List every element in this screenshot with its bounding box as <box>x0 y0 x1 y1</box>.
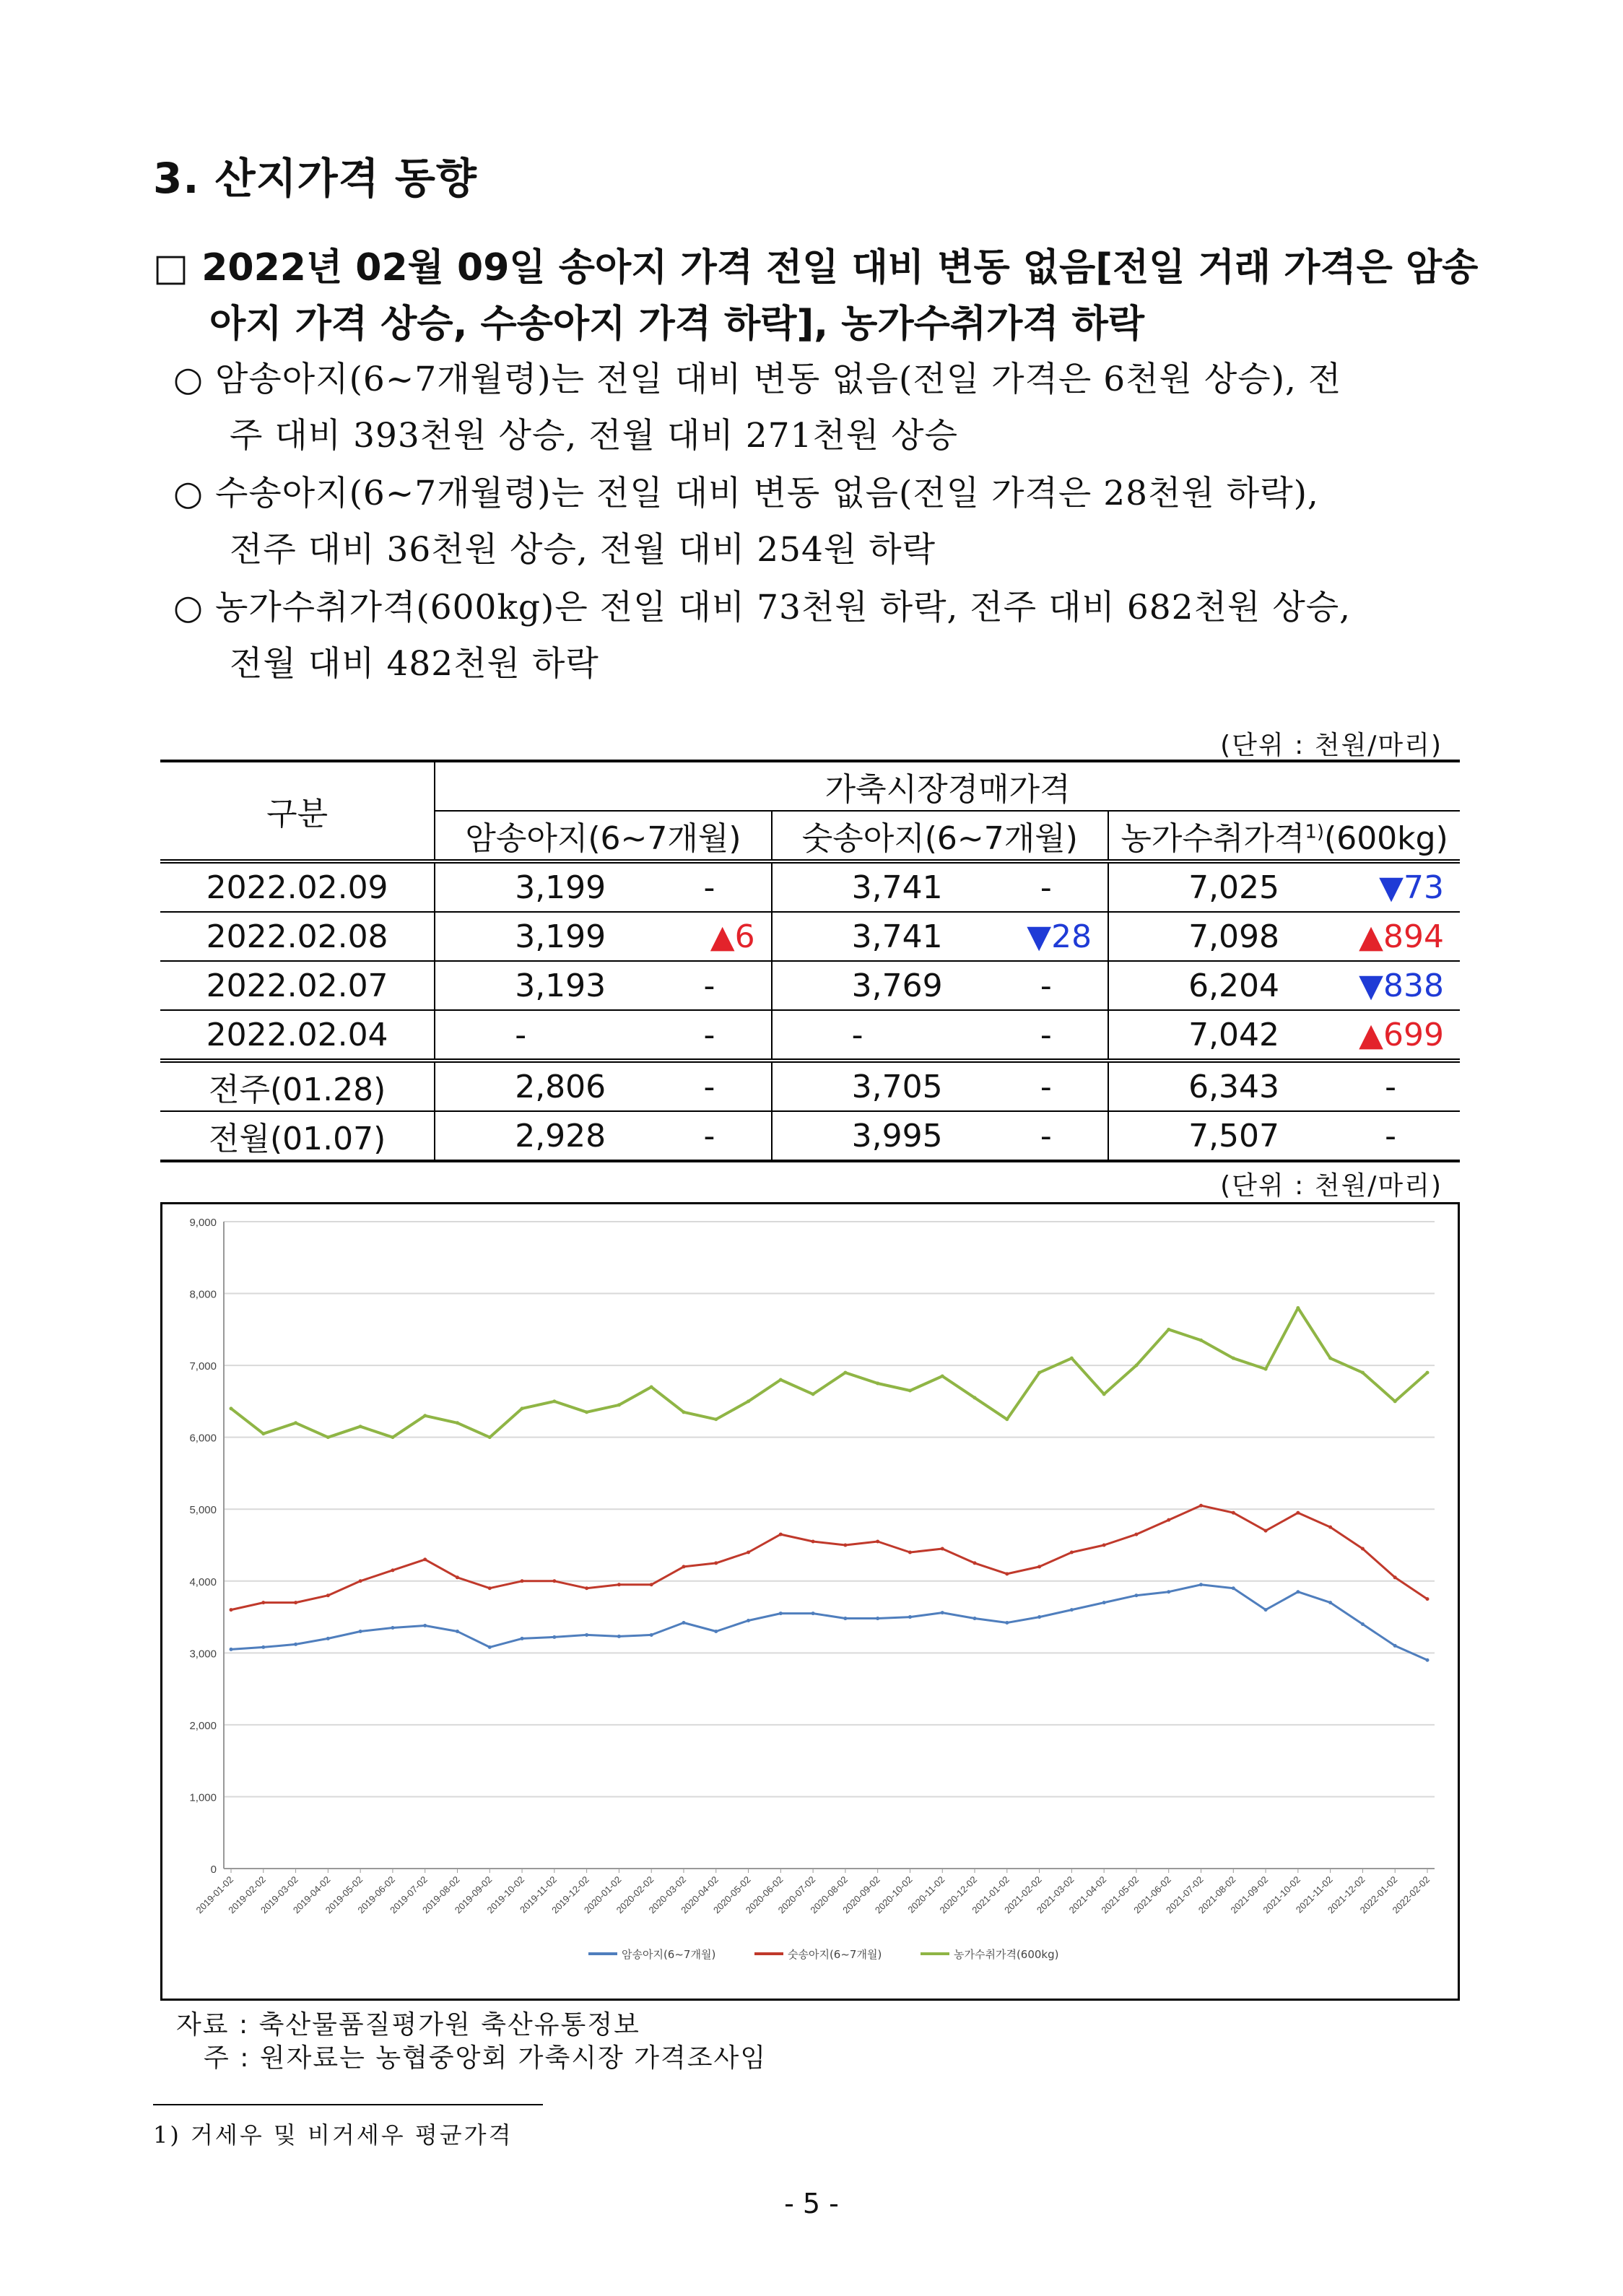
data-point <box>1232 1586 1235 1590</box>
farm-change: - <box>1337 1111 1460 1161</box>
x-tick-label: 2019-10-02 <box>484 1874 527 1916</box>
female-change: - <box>663 861 771 912</box>
data-point <box>617 1403 621 1406</box>
farm-change: ▼73 <box>1337 861 1460 912</box>
data-point <box>650 1633 653 1637</box>
x-tick-label: 2020-06-02 <box>743 1874 786 1916</box>
female-price: 3,199 <box>435 861 663 912</box>
data-point <box>650 1583 653 1586</box>
table-unit: (단위 : 천원/마리) <box>1220 731 1443 760</box>
farm-price: 7,507 <box>1108 1111 1337 1161</box>
page-title: 3. 산지가격 동향 <box>153 154 477 203</box>
data-point <box>456 1630 459 1633</box>
data-point <box>423 1414 427 1417</box>
female-change: ▲6 <box>663 912 771 961</box>
data-point <box>1232 1357 1235 1360</box>
data-point <box>261 1601 265 1604</box>
male-price: - <box>772 1010 1001 1061</box>
data-point <box>1134 1364 1138 1367</box>
farm-price: 7,042 <box>1108 1010 1337 1061</box>
x-tick-label: 2021-09-02 <box>1228 1874 1271 1916</box>
header-farm-price <box>1108 811 1460 861</box>
farm-price-weight: (600kg) <box>1324 820 1448 857</box>
data-point <box>1199 1339 1203 1342</box>
data-point <box>1264 1367 1268 1371</box>
data-point <box>585 1410 588 1414</box>
data-point <box>876 1382 879 1386</box>
y-tick-label: 8,000 <box>189 1288 217 1301</box>
summary-line-2: 아지 가격 상승, 수송아지 가격 하락], 농가수취가격 하락 <box>209 303 1145 346</box>
detail-2-line-1 <box>173 466 1319 515</box>
x-tick-label: 2020-12-02 <box>937 1874 980 1916</box>
legend-label: 농가수취가격(600kg) <box>954 1948 1059 1961</box>
data-point <box>1328 1601 1332 1604</box>
row-label: 2022.02.04 <box>160 1010 435 1061</box>
table-row <box>160 1111 1460 1161</box>
price-chart <box>160 1202 1460 2001</box>
data-point <box>682 1621 685 1625</box>
x-tick-label: 2019-03-02 <box>258 1874 300 1916</box>
data-point <box>1393 1399 1397 1403</box>
data-point <box>391 1626 394 1630</box>
data-point <box>456 1575 459 1579</box>
x-tick-label: 2019-08-02 <box>419 1874 462 1916</box>
data-point <box>359 1425 362 1428</box>
data-point <box>973 1396 977 1399</box>
page-number: - 5 - <box>784 2188 839 2219</box>
table-row <box>160 961 1460 1010</box>
data-point <box>1361 1371 1365 1375</box>
data-point <box>1393 1575 1397 1579</box>
y-tick-label: 9,000 <box>189 1217 217 1229</box>
y-tick-label: 5,000 <box>189 1504 217 1517</box>
data-point <box>908 1615 912 1619</box>
x-tick-label: 2020-07-02 <box>775 1874 818 1916</box>
data-point <box>521 1406 524 1410</box>
data-point <box>714 1630 718 1633</box>
male-price: 3,741 <box>772 861 1001 912</box>
data-point <box>973 1561 977 1565</box>
circle-bullet: ○ <box>173 360 204 399</box>
data-point <box>1296 1511 1300 1515</box>
x-tick-label: 2020-03-02 <box>646 1874 689 1916</box>
data-point <box>1102 1601 1106 1604</box>
x-tick-label: 2020-11-02 <box>905 1874 947 1915</box>
x-tick-label: 2022-01-02 <box>1357 1874 1400 1916</box>
data-point <box>812 1612 815 1615</box>
male-price: 3,705 <box>772 1061 1001 1111</box>
data-point <box>1264 1529 1268 1533</box>
y-tick-label: 3,000 <box>189 1648 217 1661</box>
detail-3-line-1 <box>173 580 1351 629</box>
farm-price: 6,204 <box>1108 961 1337 1010</box>
data-point <box>1102 1392 1106 1396</box>
male-price: 3,995 <box>772 1111 1001 1161</box>
data-point <box>1070 1608 1074 1612</box>
data-point <box>488 1645 492 1649</box>
farm-change: ▲894 <box>1337 912 1460 961</box>
data-point <box>617 1583 621 1586</box>
data-point <box>682 1565 685 1568</box>
price-chart-svg <box>162 1204 1458 1999</box>
data-point <box>714 1561 718 1565</box>
x-tick-label: 2019-12-02 <box>549 1874 591 1916</box>
data-point <box>1199 1583 1203 1586</box>
farm-price: 6,343 <box>1108 1061 1337 1111</box>
series-line-2 <box>231 1308 1427 1438</box>
data-point <box>1296 1590 1300 1593</box>
x-tick-label: 2021-10-02 <box>1261 1874 1302 1916</box>
x-tick-label: 2020-10-02 <box>872 1874 915 1916</box>
summary-line-1 <box>153 237 1478 291</box>
detail-1-line-1 <box>173 352 1341 401</box>
data-point <box>779 1378 783 1382</box>
x-tick-label: 2020-02-02 <box>614 1874 656 1916</box>
data-point <box>585 1586 588 1590</box>
data-point <box>843 1544 847 1547</box>
x-tick-label: 2020-01-02 <box>581 1874 624 1916</box>
data-point <box>521 1579 524 1583</box>
detail-2-line-2: 전주 대비 36천원 상승, 전월 대비 254원 하락 <box>230 530 936 570</box>
data-point <box>423 1557 427 1561</box>
farm-change: ▲699 <box>1337 1010 1460 1061</box>
data-point <box>1005 1572 1009 1575</box>
y-tick-label: 4,000 <box>189 1575 217 1588</box>
female-change: - <box>663 1061 771 1111</box>
detail-3-line-2: 전월 대비 482천원 하락 <box>230 644 599 684</box>
data-point <box>1328 1526 1332 1529</box>
female-price: - <box>435 1010 663 1061</box>
series-line-1 <box>231 1505 1427 1609</box>
circle-bullet: ○ <box>173 588 204 627</box>
data-point <box>1264 1608 1268 1612</box>
data-point <box>1070 1550 1074 1554</box>
legend-label: 암송아지(6~7개월) <box>622 1948 716 1961</box>
data-point <box>747 1619 750 1622</box>
x-tick-label: 2021-07-02 <box>1164 1874 1206 1916</box>
x-tick-label: 2020-04-02 <box>679 1874 721 1916</box>
male-price: 3,769 <box>772 961 1001 1010</box>
data-point <box>973 1617 977 1620</box>
y-tick-label: 1,000 <box>189 1791 217 1804</box>
detail-1-line-2: 주 대비 393천원 상승, 전월 대비 271천원 상승 <box>230 416 958 456</box>
data-point <box>230 1608 233 1612</box>
farm-change: - <box>1337 1061 1460 1111</box>
male-change: - <box>1001 1111 1108 1161</box>
data-point <box>747 1399 750 1403</box>
source-text: 자료 : 축산물품질평가원 축산유통정보 <box>176 2010 640 2040</box>
data-point <box>1328 1357 1332 1360</box>
data-point <box>747 1550 750 1554</box>
data-point <box>908 1550 912 1554</box>
female-change: - <box>663 961 771 1010</box>
data-point <box>391 1435 394 1439</box>
price-table <box>160 760 1460 1162</box>
table-body <box>160 861 1460 1161</box>
y-tick-label: 7,000 <box>189 1360 217 1373</box>
table-row <box>160 1010 1460 1061</box>
data-point <box>391 1568 394 1572</box>
table-row <box>160 912 1460 961</box>
data-point <box>294 1601 297 1604</box>
row-label: 전월(01.07) <box>160 1111 435 1161</box>
data-point <box>294 1421 297 1425</box>
header-group: 가축시장경매가격 <box>435 761 1460 811</box>
x-tick-label: 2019-07-02 <box>388 1874 430 1916</box>
checkbox-bullet: □ <box>153 246 189 290</box>
data-point <box>326 1435 330 1439</box>
data-point <box>1361 1547 1365 1550</box>
data-point <box>521 1637 524 1640</box>
data-point <box>230 1406 233 1410</box>
data-point <box>908 1388 912 1392</box>
female-price: 3,193 <box>435 961 663 1010</box>
x-tick-label: 2019-11-02 <box>518 1874 559 1915</box>
data-point <box>1037 1615 1041 1619</box>
data-point <box>1037 1565 1041 1568</box>
footnote: 1) 거세우 및 비거세우 평균가격 <box>153 2121 513 2149</box>
data-point <box>1232 1511 1235 1515</box>
x-tick-label: 2020-05-02 <box>711 1874 753 1916</box>
data-point <box>359 1579 362 1583</box>
data-point <box>812 1540 815 1544</box>
data-point <box>294 1643 297 1646</box>
x-tick-label: 2021-02-02 <box>1002 1874 1044 1916</box>
detail-1-text: 암송아지(6~7개월령)는 전일 대비 변동 없음(전일 가격은 6천원 상승), 전 <box>214 360 1342 399</box>
data-point <box>552 1635 556 1639</box>
data-point <box>1037 1371 1041 1375</box>
x-tick-label: 2019-01-02 <box>193 1874 236 1916</box>
x-tick-label: 2020-08-02 <box>808 1874 850 1916</box>
x-tick-label: 2019-02-02 <box>226 1874 268 1916</box>
data-point <box>876 1540 879 1544</box>
data-point <box>682 1410 685 1414</box>
series-line-0 <box>231 1585 1427 1661</box>
detail-2-text: 수송아지(6~7개월령)는 전일 대비 변동 없음(전일 가격은 28천원 하락), <box>214 474 1319 513</box>
data-point <box>359 1630 362 1633</box>
data-point <box>456 1421 459 1425</box>
header-male-calf: 숫송아지(6~7개월) <box>772 811 1108 861</box>
x-tick-label: 2019-09-02 <box>452 1874 495 1916</box>
data-point <box>1102 1544 1106 1547</box>
data-point <box>1005 1621 1009 1625</box>
legend-label: 숫송아지(6~7개월) <box>788 1948 882 1961</box>
data-point <box>326 1637 330 1640</box>
note-text: 주 : 원자료는 농협중앙회 가축시장 가격조사임 <box>204 2043 767 2073</box>
footnote-ref: 1) <box>1305 821 1325 843</box>
y-tick-label: 6,000 <box>189 1432 217 1445</box>
data-point <box>1005 1417 1009 1421</box>
row-label: 2022.02.08 <box>160 912 435 961</box>
x-tick-label: 2021-08-02 <box>1196 1874 1238 1916</box>
y-tick-label: 0 <box>210 1864 217 1876</box>
x-tick-label: 2021-01-02 <box>970 1874 1011 1916</box>
female-price: 2,928 <box>435 1111 663 1161</box>
x-tick-label: 2021-03-02 <box>1034 1874 1076 1916</box>
x-tick-label: 2020-09-02 <box>840 1874 882 1916</box>
male-change: - <box>1001 961 1108 1010</box>
detail-3-text: 농가수취가격(600kg)은 전일 대비 73천원 하락, 전주 대비 682천원 상승, <box>214 588 1352 627</box>
header-female-calf: 암송아지(6~7개월) <box>435 811 771 861</box>
table-row <box>160 861 1460 912</box>
female-price: 3,199 <box>435 912 663 961</box>
x-tick-label: 2021-05-02 <box>1099 1874 1141 1916</box>
data-point <box>876 1617 879 1620</box>
female-change: - <box>663 1111 771 1161</box>
data-point <box>1167 1328 1170 1331</box>
data-point <box>230 1648 233 1651</box>
data-point <box>812 1392 815 1396</box>
male-change: - <box>1001 1061 1108 1111</box>
data-point <box>1361 1622 1365 1626</box>
header-category: 구분 <box>160 761 435 861</box>
data-point <box>1199 1504 1203 1508</box>
male-price: 3,741 <box>772 912 1001 961</box>
data-point <box>1134 1593 1138 1597</box>
data-point <box>552 1399 556 1403</box>
summary-text-1: 2022년 02월 09일 송아지 가격 전일 대비 변동 없음[전일 거래 가격은 암송 <box>201 246 1479 290</box>
row-label: 2022.02.07 <box>160 961 435 1010</box>
farm-change: ▼838 <box>1337 961 1460 1010</box>
data-point <box>1296 1306 1300 1310</box>
footnote-divider <box>153 2104 543 2105</box>
x-tick-label: 2021-12-02 <box>1325 1874 1367 1916</box>
data-point <box>843 1617 847 1620</box>
female-price: 2,806 <box>435 1061 663 1111</box>
data-point <box>779 1533 783 1536</box>
data-point <box>552 1579 556 1583</box>
x-tick-label: 2021-06-02 <box>1131 1874 1173 1916</box>
x-tick-label: 2021-11-02 <box>1293 1874 1335 1915</box>
data-point <box>941 1375 944 1378</box>
data-point <box>714 1417 718 1421</box>
x-tick-label: 2019-06-02 <box>355 1874 398 1916</box>
data-point <box>488 1435 492 1439</box>
x-tick-label: 2022-02-02 <box>1390 1874 1432 1916</box>
male-change: - <box>1001 1010 1108 1061</box>
farm-price: 7,098 <box>1108 912 1337 961</box>
data-point <box>779 1612 783 1615</box>
farm-price-label: 농가수취가격 <box>1121 820 1305 857</box>
data-point <box>650 1385 653 1388</box>
male-change: - <box>1001 861 1108 912</box>
y-tick-label: 2,000 <box>189 1719 217 1732</box>
row-label: 2022.02.09 <box>160 861 435 912</box>
chart-unit: (단위 : 천원/마리) <box>1220 1171 1443 1201</box>
data-point <box>843 1371 847 1375</box>
female-change: - <box>663 1010 771 1061</box>
data-point <box>585 1633 588 1637</box>
data-point <box>1426 1371 1430 1375</box>
farm-price: 7,025 <box>1108 861 1337 912</box>
data-point <box>1426 1658 1430 1662</box>
data-point <box>488 1586 492 1590</box>
data-point <box>1426 1597 1430 1601</box>
x-tick-label: 2019-04-02 <box>290 1874 333 1916</box>
circle-bullet: ○ <box>173 474 204 513</box>
data-point <box>423 1624 427 1627</box>
data-point <box>1070 1357 1074 1360</box>
male-change: ▼28 <box>1001 912 1108 961</box>
data-point <box>941 1611 944 1614</box>
data-point <box>261 1432 265 1435</box>
table-row <box>160 1061 1460 1111</box>
data-point <box>617 1635 621 1638</box>
data-point <box>941 1547 944 1550</box>
data-point <box>1393 1644 1397 1648</box>
data-point <box>261 1645 265 1649</box>
data-point <box>1134 1533 1138 1536</box>
data-point <box>1167 1518 1170 1522</box>
x-tick-label: 2021-04-02 <box>1066 1874 1109 1916</box>
data-point <box>1167 1590 1170 1593</box>
data-point <box>326 1593 330 1597</box>
x-tick-label: 2019-05-02 <box>323 1874 365 1916</box>
row-label: 전주(01.28) <box>160 1061 435 1111</box>
